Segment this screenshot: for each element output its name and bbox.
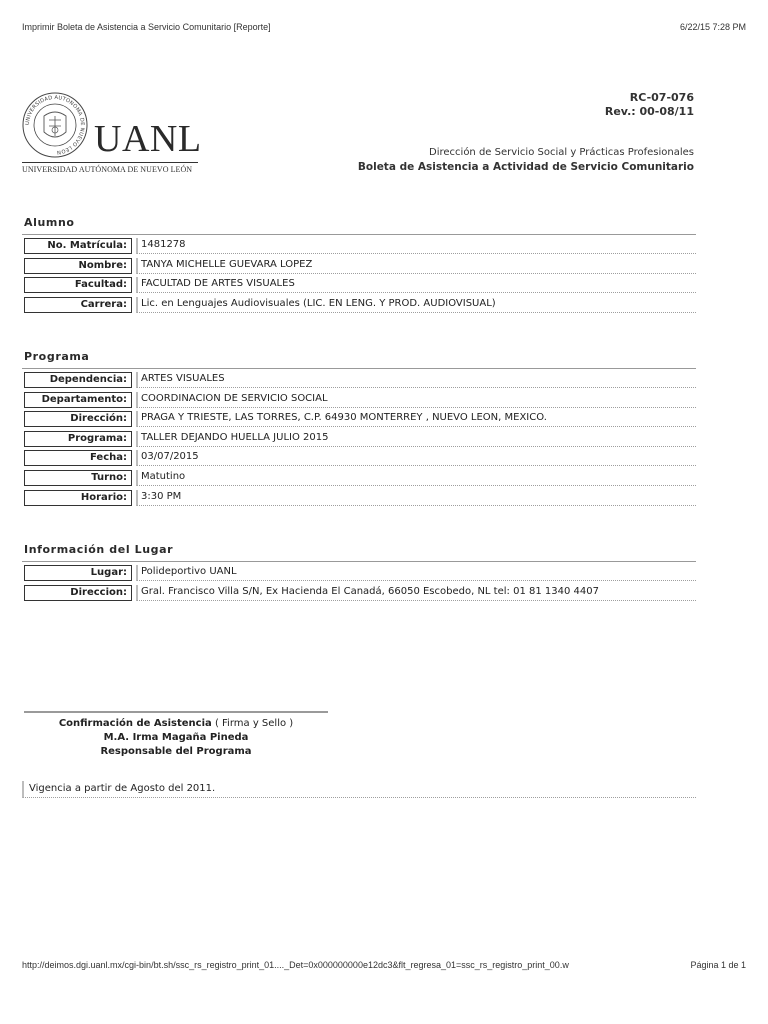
field-label: Dirección:	[24, 411, 132, 427]
field-value: Lic. en Lenguajes Audiovisuales (LIC. EN LENG. Y PROD. AUDIOVISUAL)	[136, 297, 696, 313]
field-value: Polideportivo UANL	[136, 565, 696, 581]
section-divider	[22, 561, 696, 562]
field-label: Carrera:	[24, 297, 132, 313]
field-row	[22, 450, 696, 470]
section-divider	[22, 234, 696, 235]
field-row	[22, 431, 696, 451]
section-lugar	[22, 543, 696, 604]
signature-line	[24, 711, 328, 713]
signature-block	[24, 711, 328, 759]
logo-rule	[22, 162, 198, 163]
field-row	[22, 258, 696, 278]
field-value: PRAGA Y TRIESTE, LAS TORRES, C.P. 64930 MONTERREY , NUEVO LEON, MEXICO.	[136, 411, 696, 427]
field-label: Turno:	[24, 470, 132, 486]
field-value: ARTES VISUALES	[136, 372, 696, 388]
field-row	[22, 470, 696, 490]
print-footer	[22, 960, 746, 972]
print-header-datetime: 6/22/15 7:28 PM	[679, 22, 746, 32]
section-divider	[22, 368, 696, 369]
field-row	[22, 392, 696, 412]
field-value: COORDINACION DE SERVICIO SOCIAL	[136, 392, 696, 408]
field-row	[22, 565, 696, 585]
signature-confirmation-label: Confirmación de Asistencia	[58, 718, 212, 729]
document-code-number: RC-07-076	[629, 91, 694, 104]
print-header	[22, 22, 746, 34]
field-label: Dependencia:	[24, 372, 132, 388]
document-heading-department: Dirección de Servicio Social y Prácticas Profesionales	[429, 147, 694, 158]
field-value: 3:30 PM	[136, 490, 696, 506]
field-label: Fecha:	[24, 450, 132, 466]
field-label: Programa:	[24, 431, 132, 447]
field-row	[22, 411, 696, 431]
section-programa	[22, 350, 696, 509]
document-revision: Rev.: 00-08/11	[604, 105, 694, 118]
logo-subtitle: UNIVERSIDAD AUTÓNOMA DE NUEVO LEÓN	[22, 165, 193, 174]
print-footer-url: http://deimos.dgi.uanl.mx/cgi-bin/bt.sh/ssc_rs_registro_print_01...._Det=0x000000000e12dc3&flt_regresa_01=ssc_rs_registro_print_00.w	[22, 960, 569, 970]
logo-wordmark: UANL	[94, 118, 202, 160]
field-row	[22, 238, 696, 258]
field-row	[22, 277, 696, 297]
field-label: Horario:	[24, 490, 132, 506]
field-row	[22, 585, 696, 605]
field-value: 1481278	[136, 238, 696, 254]
section-alumno	[22, 216, 696, 316]
section-title: Alumno	[24, 216, 75, 229]
uanl-logo	[22, 92, 200, 176]
field-value: FACULTAD DE ARTES VISUALES	[136, 277, 696, 293]
print-footer-page: Página 1 de 1	[690, 960, 746, 970]
document-code	[605, 91, 694, 119]
field-value: Gral. Francisco Villa S/N, Ex Hacienda El Canadá, 66050 Escobedo, NL tel: 01 81 1340 4407	[136, 585, 696, 601]
signature-role: Responsable del Programa	[100, 746, 252, 757]
field-label: Nombre:	[24, 258, 132, 274]
signature-name: M.A. Irma Magaña Pineda	[103, 732, 249, 743]
signature-text	[24, 717, 328, 759]
document-heading-title: Boleta de Asistencia a Actividad de Servicio Comunitario	[357, 161, 694, 173]
vigencia-note: Vigencia a partir de Agosto del 2011.	[22, 781, 696, 798]
field-label: Departamento:	[24, 392, 132, 408]
print-header-title: Imprimir Boleta de Asistencia a Servicio Comunitario [Reporte]	[22, 22, 271, 32]
signature-confirmation-note: ( Firma y Sello )	[214, 718, 294, 729]
field-label: Lugar:	[24, 565, 132, 581]
section-title: Programa	[24, 350, 90, 363]
section-title: Información del Lugar	[24, 543, 174, 556]
university-seal-icon	[22, 92, 88, 158]
svg-text:UNIVERSIDAD AUTONOMA DE NUEVO: UNIVERSIDAD AUTONOMA DE NUEVO LEON	[24, 94, 86, 155]
field-value: 03/07/2015	[136, 450, 696, 466]
field-value: TALLER DEJANDO HUELLA JULIO 2015	[136, 431, 696, 447]
field-value: Matutino	[136, 470, 696, 486]
field-label: Facultad:	[24, 277, 132, 293]
document-heading	[358, 146, 694, 174]
field-label: No. Matrícula:	[24, 238, 132, 254]
field-label: Direccion:	[24, 585, 132, 601]
field-row	[22, 490, 696, 510]
field-row	[22, 297, 696, 317]
field-value: TANYA MICHELLE GUEVARA LOPEZ	[136, 258, 696, 274]
field-row	[22, 372, 696, 392]
